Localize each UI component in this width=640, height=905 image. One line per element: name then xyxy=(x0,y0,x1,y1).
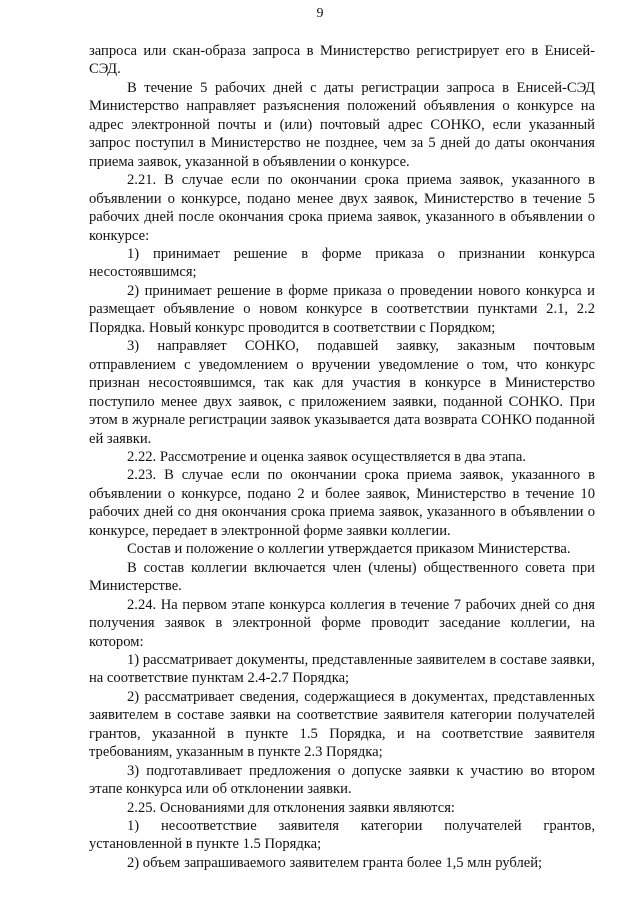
paragraph: 2) рассматривает сведения, содержащиеся в документах, представленных заявителем в составе заявки на соответствие заявителя категории получателей грантов, указанной в пункте 1.5 Порядка, и на соответствие заявителя требованиям, указанным в пункте 2.3 Порядка; xyxy=(89,688,595,761)
paragraph: запроса или скан-образа запроса в Министерство регистрирует его в Енисей-СЭД. xyxy=(89,43,595,78)
paragraph: 1) принимает решение в форме приказа о признании конкурса несостоявшимся; xyxy=(89,245,595,281)
paragraph: В течение 5 рабочих дней с даты регистрации запроса в Енисей-СЭД Министерство направляет разъяснения положений объявления о конкурсе на адрес электронной почты и (или) почтовый адрес СОНКО, если указанный запрос поступил в Министерство не позднее, чем за 5 дней до даты окончания приема заявок, указанной в объявлении о конкурсе. xyxy=(89,79,595,170)
paragraph: 1) несоответствие заявителя категории получателей грантов, установленной в пункте 1.5 Порядка; xyxy=(89,818,595,853)
paragraph: 2.21. В случае если по окончании срока приема заявок, указанного в объявлении о конкурсе, подано менее двух заявок, Министерство в течение 5 рабочих дней после окончания срока приема заявок, указанного в объявлении о конкурсе: xyxy=(89,172,595,244)
page-number: 9 xyxy=(316,6,324,21)
paragraph: Состав и положение о коллегии утверждается приказом Министерства. xyxy=(127,541,571,558)
paragraph: 3) направляет СОНКО, подавшей заявку, заказным почтовым отправлением с уведомлением о вручении уведомление о том, что конкурс признан несостоявшимся, так как для участия в конкурсе в Министерство поступило менее двух заявок, с приложением заявки, поданной СОНКО. При этом в журнале регистрации заявок указывается дата возврата СОНКО поданной ей заявки. xyxy=(89,338,595,447)
document-body xyxy=(89,42,595,872)
paragraph: В состав коллегии включается член (члены) общественного совета при Министерстве. xyxy=(89,559,595,595)
paragraph: 3) подготавливает предложения о допуске заявки к участию во втором этапе конкурса или об отклонении заявки. xyxy=(89,762,595,798)
paragraph: 2.25. Основаниями для отклонения заявки являются: xyxy=(127,799,455,816)
paragraph: 1) рассматривает документы, представленные заявителем в составе заявки, на соответствие пунктам 2.4-2.7 Порядка; xyxy=(89,651,595,687)
paragraph: 2) принимает решение в форме приказа о проведении нового конкурса и размещает объявление о новом конкурсе в соответствии пунктами 2.1, 2.2 Порядка. Новый конкурс проводится в соответствии с Порядком; xyxy=(89,282,595,336)
paragraph: 2.23. В случае если по окончании срока приема заявок, указанного в объявлении о конкурсе, подано 2 и более заявок, Министерство в течение 10 рабочих дней со дня окончания срока приема заявок, указанного в объявлении о конкурсе, передает в электронной форме заявки коллегии. xyxy=(89,467,595,539)
paragraph: 2.22. Рассмотрение и оценка заявок осуществляется в два этапа. xyxy=(127,448,526,465)
paragraph: 2) объем запрашиваемого заявителем гранта более 1,5 млн рублей; xyxy=(127,854,543,871)
paragraph: 2.24. На первом этапе конкурса коллегия в течение 7 рабочих дней со дня получения заявок в электронной форме проводит заседание коллегии, на котором: xyxy=(89,596,595,650)
